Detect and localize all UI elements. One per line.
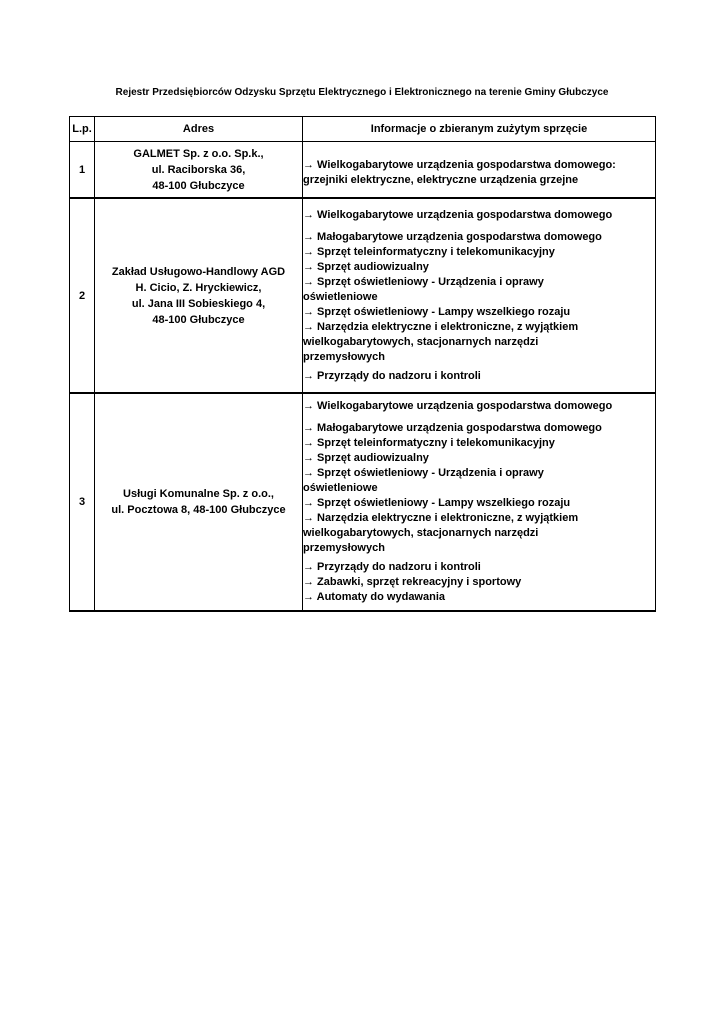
table-row [70,198,656,393]
address-line: 48-100 Głubczyce [152,313,245,326]
equipment-item: → Sprzęt oświetleniowy - Urządzenia i oprawy [303,275,544,288]
equipment-item: → Sprzęt oświetleniowy - Lampy wszelkiego rozaju [303,305,571,318]
row-number: 1 [70,142,95,199]
equipment-item: → Zabawki, sprzęt rekreacyjny i sportowy [303,576,522,588]
header-lp: L.p. [70,117,95,142]
equipment-item: → Wielkogabarytowe urządzenia gospodarstwa domowego [303,208,613,221]
row-number: 2 [70,198,95,393]
register-table [69,116,656,612]
row-address [95,142,303,199]
document-title: Rejestr Przedsiębiorców Odzysku Sprzętu Elektrycznego i Elektronicznego na terenie Gminy Głubczyce [115,87,609,98]
equipment-item: grzejniki elektryczne, elektryczne urządzenia grzejne [303,174,579,186]
equipment-item: → Narzędzia elektryczne i elektroniczne, z wyjątkiem [303,320,579,333]
header-info: Informacje o zbieranym zużytym sprzęcie [303,117,656,142]
row-info [303,142,656,199]
header-address: Adres [95,117,303,142]
equipment-item: → Wielkogabarytowe urządzenia gospodarstwa domowego: [303,159,616,171]
address-line: Usługi Komunalne Sp. z o.o., [123,488,274,500]
equipment-item: → Małogabarytowe urządzenia gospodarstwa domowego [303,422,602,434]
equipment-item: → Przyrządy do nadzoru i kontroli [303,369,481,382]
row-number: 3 [70,393,95,611]
equipment-item: oświetleniowe [303,290,378,303]
equipment-item: → Małogabarytowe urządzenia gospodarstwa domowego [303,230,602,243]
row-address [95,198,303,393]
equipment-item: → Przyrządy do nadzoru i kontroli [303,561,481,573]
equipment-item: → Sprzęt oświetleniowy - Lampy wszelkiego rozaju [303,497,571,509]
equipment-item: wielkogabarytowych, stacjonarnych narzędzi [303,335,539,348]
equipment-item: wielkogabarytowych, stacjonarnych narzędzi [303,527,539,539]
address-line: H. Cicio, Z. Hryckiewicz, [135,281,262,294]
equipment-item: → Sprzęt oświetleniowy - Urządzenia i oprawy [303,467,544,479]
equipment-item: → Sprzęt audiowizualny [303,260,429,273]
equipment-item: → Narzędzia elektryczne i elektroniczne, z wyjątkiem [303,512,579,524]
address-line: GALMET Sp. z o.o. Sp.k., [133,147,264,160]
address-line: ul. Raciborska 36, [151,163,246,176]
equipment-item: → Sprzęt teleinformatyczny i telekomunikacyjny [303,245,555,258]
equipment-item: → Sprzęt audiowizualny [303,452,429,464]
table-row [70,142,656,199]
equipment-item: → Sprzęt teleinformatyczny i telekomunikacyjny [303,437,555,449]
equipment-item: → Automaty do wydawania [303,591,446,603]
row-info [303,198,656,393]
row-address [95,393,303,611]
equipment-item: → Wielkogabarytowe urządzenia gospodarstwa domowego [303,400,613,412]
table-row [70,393,656,611]
equipment-item: oświetleniowe [303,482,378,494]
address-line: Zakład Usługowo-Handlowy AGD [111,265,286,278]
equipment-item: przemysłowych [303,542,385,554]
address-line: ul. Pocztowa 8, 48-100 Głubczyce [111,504,286,516]
address-line: 48-100 Głubczyce [152,179,245,192]
equipment-item: przemysłowych [303,350,385,363]
table-header-row [70,117,656,142]
address-line: ul. Jana III Sobieskiego 4, [131,297,266,310]
row-info [303,393,656,611]
